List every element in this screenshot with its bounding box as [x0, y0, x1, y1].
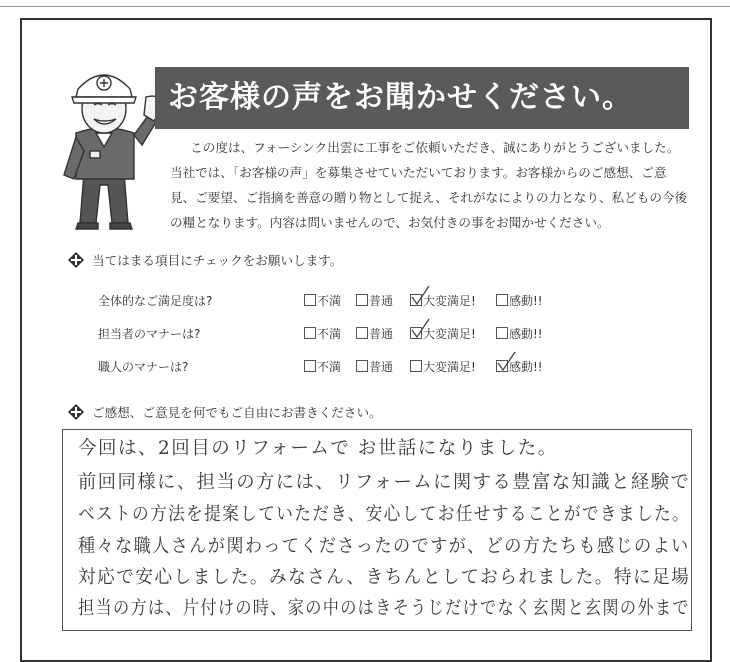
- question-label: 職人のマナーは?: [98, 360, 189, 374]
- checkbox-square[interactable]: [304, 327, 316, 339]
- handwritten-check-icon: [495, 351, 517, 373]
- option-checkbox[interactable]: [410, 292, 476, 309]
- option-label: 普通: [369, 360, 394, 374]
- option-label: 普通: [369, 294, 394, 308]
- checkbox-square[interactable]: [410, 360, 422, 372]
- comments-heading-text: ご感想、ご意見を何でもご自由にお書きください。: [92, 405, 382, 420]
- handwritten-line-3: ベストの方法を提案していただき、安心してお任せすることができました。: [78, 504, 691, 525]
- checkbox-square[interactable]: [304, 294, 316, 306]
- option-checkbox[interactable]: [356, 358, 393, 375]
- option-checkbox[interactable]: [356, 292, 393, 309]
- checkbox-square[interactable]: [496, 294, 508, 306]
- option-checkbox[interactable]: [304, 325, 341, 342]
- page-title: お客様の声をお聞かせください。: [168, 80, 633, 115]
- option-label: 大変満足!: [423, 327, 476, 341]
- worker-mascot-illustration: [50, 55, 170, 230]
- option-checkbox[interactable]: [496, 325, 543, 342]
- checklist-heading-text: 当てはまる項目にチェックをお願いします。: [92, 253, 343, 268]
- checklist-heading: [68, 250, 343, 269]
- question-label: 担当者のマナーは?: [98, 327, 201, 341]
- option-label: 不満: [317, 360, 342, 374]
- option-label: 感動!!: [509, 294, 543, 308]
- option-label: 大変満足!: [423, 294, 476, 308]
- option-checkbox[interactable]: [304, 292, 341, 309]
- option-label: 不満: [317, 327, 342, 341]
- checkbox-square[interactable]: [496, 327, 508, 339]
- option-label: 不満: [317, 294, 342, 308]
- question-row: [98, 290, 698, 312]
- checkbox-square[interactable]: [410, 294, 422, 306]
- handwritten-line-2: 前回同様に、担当の方には、リフォームに関する豊富な知識と経験で: [78, 472, 691, 493]
- checkbox-square[interactable]: [356, 360, 368, 372]
- diamond-bullet-icon: [68, 404, 84, 420]
- intro-text: この度は、フォーシンク出雲に工事をご依頼いただき、誠にありがとうございました。当社では、「お客様の声」を募集させていただいております。お客様からのご感想、ご意見、ご要望、ご指摘を善意の贈り物として捉え、それがなによりの力となり、私どもの今後の糧となります。内容は問いませんので、お気付きの事をお聞かせください。: [170, 140, 688, 230]
- option-label: 大変満足!: [423, 360, 476, 374]
- option-checkbox[interactable]: [410, 358, 476, 375]
- option-checkbox[interactable]: [410, 325, 476, 342]
- option-label: 感動!!: [509, 327, 543, 341]
- question-label: 全体的なご満足度は?: [98, 294, 213, 308]
- checkbox-square[interactable]: [356, 294, 368, 306]
- option-checkbox[interactable]: [496, 358, 543, 375]
- handwritten-line-4: 種々な職人さんが関わってくださったのですが、どの方たちも感じのよい: [78, 536, 690, 557]
- intro-paragraph: [170, 135, 690, 235]
- comments-heading: [68, 402, 382, 421]
- checkbox-square[interactable]: [410, 327, 422, 339]
- option-label: 普通: [369, 327, 394, 341]
- option-checkbox[interactable]: [496, 292, 543, 309]
- handwritten-line-6: 担当の方は、片付けの時、家の中のはきそうじだけでなく玄関と玄関の外まで: [78, 598, 690, 619]
- handwritten-check-icon: [409, 285, 431, 307]
- checkbox-square[interactable]: [496, 360, 508, 372]
- handwritten-line-1: 今回は、2回目のリフォームで お世話になりました。: [78, 438, 558, 459]
- handwritten-check-icon: [409, 318, 431, 340]
- question-row: [98, 323, 698, 345]
- question-row: [98, 356, 698, 378]
- handwritten-line-5: 対応で安心しました。みなさん、きちんとしておられました。特に足場: [78, 567, 691, 588]
- option-checkbox[interactable]: [356, 325, 393, 342]
- diamond-bullet-icon: [68, 252, 84, 268]
- option-label: 感動!!: [509, 360, 543, 374]
- checkbox-square[interactable]: [304, 360, 316, 372]
- top-rule: [0, 6, 730, 7]
- checkbox-square[interactable]: [356, 327, 368, 339]
- option-checkbox[interactable]: [304, 358, 341, 375]
